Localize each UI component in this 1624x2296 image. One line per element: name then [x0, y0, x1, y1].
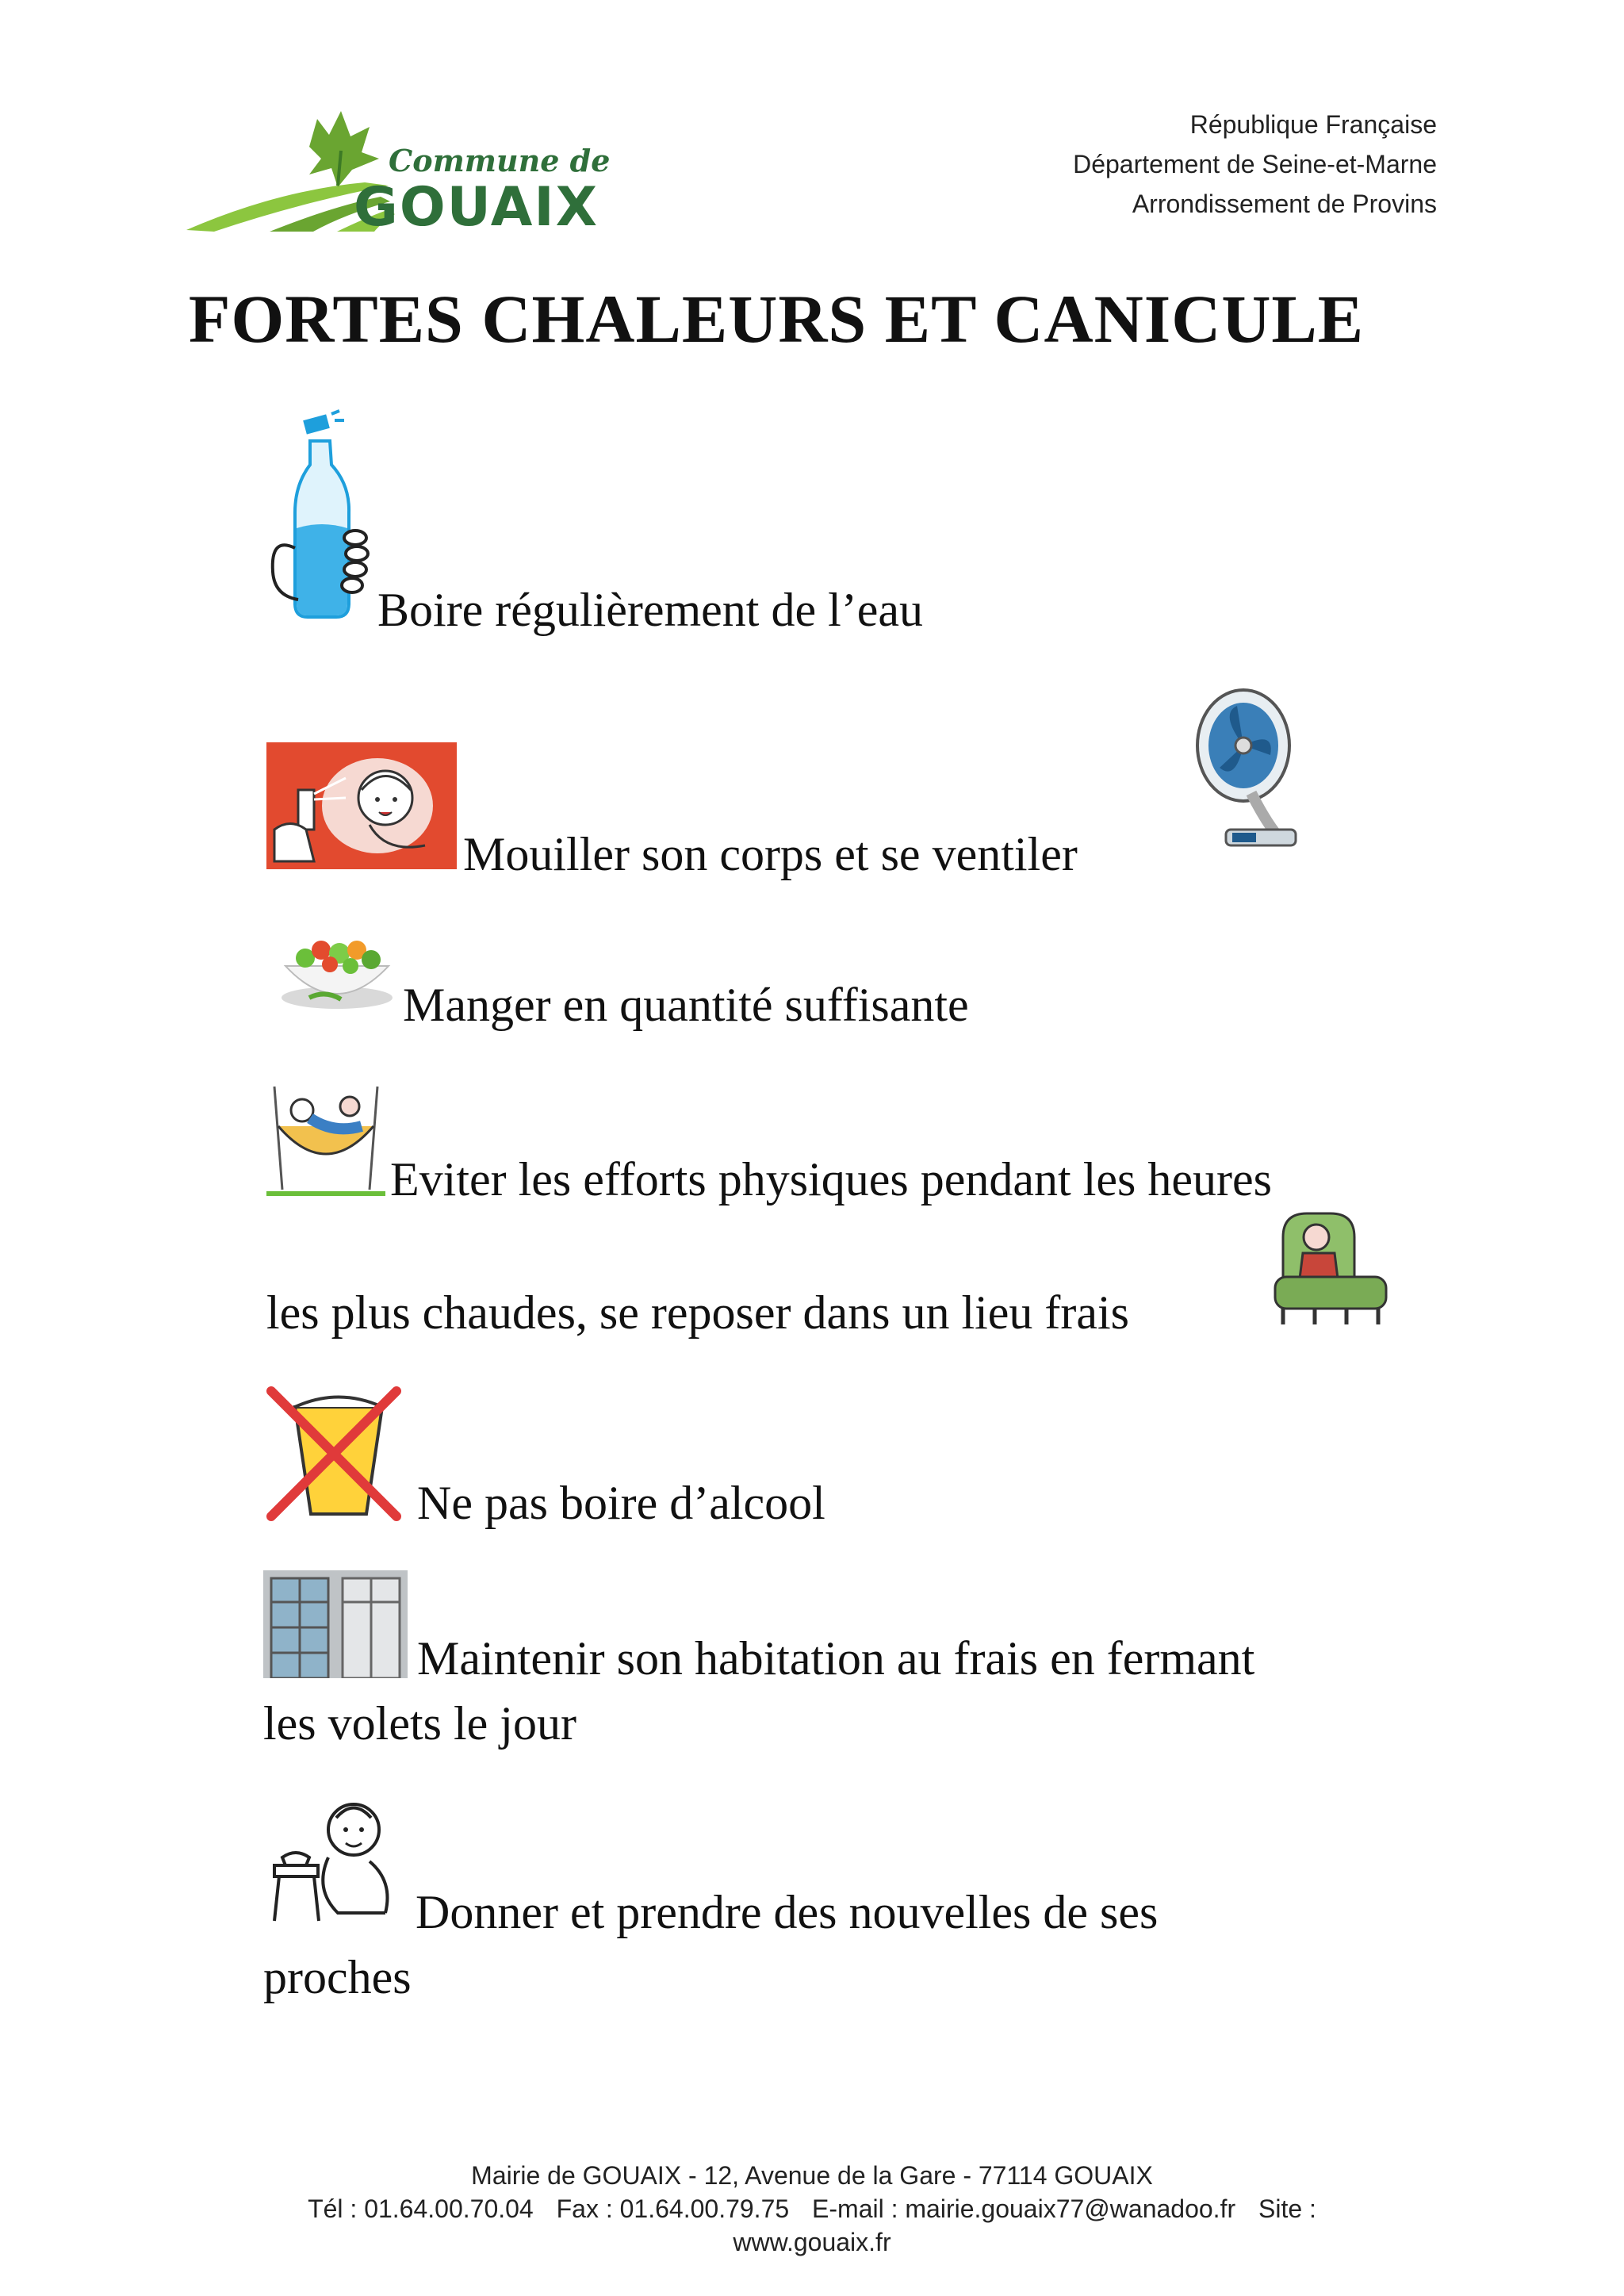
footer-site-label: Site : [1258, 2194, 1316, 2223]
tip-text-news-line1: Donner et prendre des nouvelles de ses [416, 1886, 1159, 1938]
tip-text-no-alcohol: Ne pas boire d’alcool [417, 1477, 825, 1529]
admin-line-arrondissement: Arrondissement de Provins [1132, 190, 1437, 218]
fan-icon [1188, 682, 1307, 857]
tip-text-eat: Manger en quantité suffisante [403, 979, 969, 1031]
tip-text-rest-line1: Eviter les efforts physiques pendant les heures [390, 1153, 1272, 1205]
salad-icon [278, 926, 396, 1014]
tip-text-rest-line2: les plus chaudes, se reposer dans un lieu frais [266, 1286, 1130, 1339]
armchair-icon [1267, 1205, 1394, 1332]
water-bottle-icon [266, 409, 377, 623]
footer-phone: Tél : 01.64.00.70.04 [308, 2194, 534, 2223]
tip-text-news-line2: proches [263, 1951, 412, 2003]
tip-text-home-line2: les volets le jour [263, 1697, 576, 1750]
page-title: FORTES CHALEURS ET CANICULE [188, 281, 1365, 357]
admin-line-country: République Française [1189, 110, 1437, 139]
tip-text-home-line1: Maintenir son habitation au frais en fermant [417, 1632, 1255, 1685]
administrative-header [1073, 105, 1437, 224]
footer-address: Mairie de GOUAIX - 12, Avenue de la Gare - 77114 GOUAIX [471, 2161, 1153, 2190]
shutters-icon [263, 1570, 408, 1678]
tip-text-water: Boire régulièrement de l’eau [377, 584, 924, 636]
hammock-icon [266, 1079, 385, 1198]
footer-contact [0, 2159, 1624, 2259]
footer-email[interactable]: E-mail : mairie.gouaix77@wanadoo.fr [812, 2194, 1236, 2223]
phone-call-icon [266, 1794, 406, 1926]
footer-website[interactable]: www.gouaix.fr [733, 2228, 891, 2256]
spray-face-icon [266, 742, 457, 869]
logo-town-name: GOUAIX [354, 176, 599, 239]
admin-line-department: Département de Seine-et-Marne [1073, 150, 1437, 178]
no-alcohol-icon [263, 1383, 404, 1524]
logo-commune-label: Commune de [389, 143, 611, 178]
footer-fax: Fax : 01.64.00.79.75 [556, 2194, 790, 2223]
tip-text-cool-body: Mouiller son corps et se ventiler [463, 828, 1078, 880]
